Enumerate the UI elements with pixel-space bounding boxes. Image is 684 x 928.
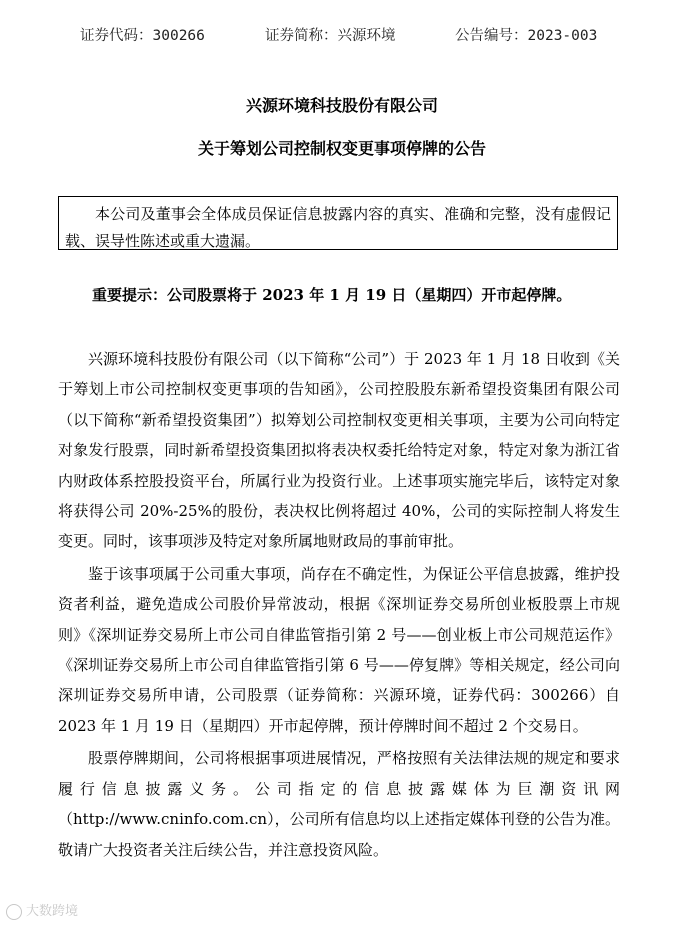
watermark	[6, 900, 78, 920]
watermark-text: 大数跨境	[26, 904, 79, 919]
watermark-logo-icon	[6, 904, 22, 920]
announcement-body	[58, 344, 620, 867]
security-code: 证券代码：300266	[80, 28, 205, 44]
announcement-header	[0, 24, 684, 50]
company-name: 兴源环境科技股份有限公司	[245, 96, 438, 115]
disclosure-notice-box: 本公司及董事会全体成员保证信息披露内容的真实、准确和完整，没有虚假记载、误导性陈述或重大遗漏。	[58, 196, 618, 250]
announcement-number: 公告编号：2023-003	[455, 28, 598, 44]
paragraph-2: 鉴于该事项属于公司重大事项，尚存在不确定性，为保证公平信息披露，维护投资者利益，避免造成公司股价异常波动，根据《深圳证券交易所创业板股票上市规则》《深圳证券交易所上市公司自律监管指引第 2 号——创业板上市公司规范运作》《深圳证券交易所上市公司自律监管指引第 6 号——停复牌》等相关规定，经公司向深圳证券交易所申请，公司股票（证券简称：兴源环境，证券代码：300266）自 2023 年 1 月 19 日（星期四）开市起停牌，预计停牌时间不超过 2 个交易日。	[58, 564, 620, 735]
paragraph-3: 股票停牌期间，公司将根据事项进展情况，严格按照有关法律法规的规定和要求履行信息披露义务。公司指定的信息披露媒体为巨潮资讯网（http://www.cninfo.com.cn），公司所有信息均以上述指定媒体刊登的公告为准。敬请广大投资者关注后续公告，并注意投资风险。	[58, 749, 620, 859]
security-abbreviation: 证券简称：兴源环境	[265, 28, 396, 44]
document-title: 关于筹划公司控制权变更事项停牌的公告	[197, 139, 486, 158]
paragraph-1: 兴源环境科技股份有限公司（以下简称“公司”）于 2023 年 1 月 18 日收到《关于筹划上市公司控制权变更事项的告知函》，公司控股股东新希望投资集团有限公司（以下简称“新希望投资集团”）拟筹划公司控制权变更相关事项，主要为公司向特定对象发行股票，同时新希望投资集团拟将表决权委托给特定对象，特定对象为浙江省内财政体系控股投资平台，所属行业为投资行业。上述事项实施完毕后，该特定对象将获得公司 20%-25%的股份，表决权比例将超过 40%，公司的实际控制人将发生变更。同时，该事项涉及特定对象所属地财政局的事前审批。	[58, 350, 620, 551]
important-notice: 重要提示：公司股票将于 2023 年 1 月 19 日（星期四）开市起停牌。	[92, 286, 572, 304]
